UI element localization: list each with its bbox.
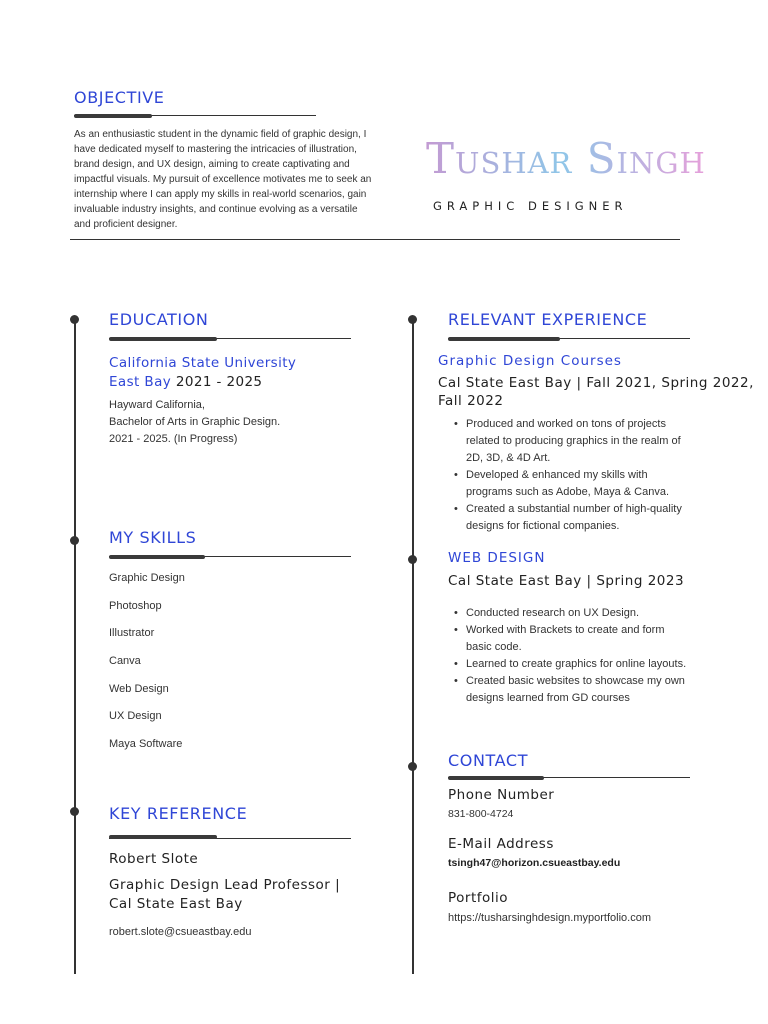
reference-title — [109, 876, 340, 914]
education-details — [109, 397, 280, 448]
skill-item: UX Design — [109, 710, 162, 723]
web-bullets — [448, 605, 690, 707]
web-design-subtitle: Cal State East Bay | Spring 2023 — [448, 573, 685, 589]
education-years: 2021 - 2025 — [175, 374, 263, 390]
header-divider — [70, 239, 680, 240]
reference-heading: KEY REFERENCE — [109, 804, 248, 823]
phone-label: Phone Number — [448, 787, 555, 803]
gd-subtitle-line1: Cal State East Bay | Fall 2021, Spring 2022, — [438, 375, 754, 391]
timeline-dot-contact — [408, 762, 417, 771]
reference-underline-accent — [109, 835, 217, 839]
contact-heading: CONTACT — [448, 751, 529, 770]
timeline-dot-education — [70, 315, 79, 324]
skills-underline-accent — [109, 555, 205, 559]
role-title: GRAPHIC DESIGNER — [433, 199, 628, 213]
school-line1: California State University — [109, 355, 297, 371]
gd-courses-title: Graphic Design Courses — [438, 353, 622, 369]
email-value[interactable]: tsingh47@horizon.csueastbay.edu — [448, 857, 621, 869]
list-item: • Created basic websites to showcase my own designs learned from GD courses — [466, 673, 690, 707]
web-design-title: WEB DESIGN — [448, 550, 546, 566]
education-underline-accent — [109, 337, 217, 341]
list-item: • Developed & enhanced my skills with programs such as Adobe, Maya & Canva. — [466, 467, 690, 501]
portfolio-link[interactable]: https://tusharsinghdesign.myportfolio.com — [448, 912, 651, 924]
education-detail-1: Hayward California, — [109, 399, 205, 411]
skills-list — [109, 565, 185, 759]
education-school — [109, 354, 296, 392]
phone-value: 831-800-4724 — [448, 808, 514, 820]
reference-name: Robert Slote — [109, 851, 199, 867]
reference-email[interactable]: robert.slote@csueastbay.edu — [109, 926, 252, 938]
list-item: • Learned to create graphics for online layouts. — [466, 656, 690, 673]
list-item: • Worked with Brackets to create and form basic code. — [466, 622, 690, 656]
name-title: Tushar Singh — [426, 134, 726, 183]
experience-heading: RELEVANT EXPERIENCE — [448, 310, 648, 329]
objective-text: As an enthusiastic student in the dynamic field of graphic design, I have dedicated myself to mastering the intricacies of illustration, brand design, and UX design, aiming to create captivating and impactful visuals. My pursuit of excellence motivates me to seek an internship where I can apply my skills in real-world scenarios, gain invaluable industry insights, and continue evolving as a versatile and proficient designer. — [74, 129, 372, 230]
experience-underline-accent — [448, 337, 560, 341]
education-detail-2: Bachelor of Arts in Graphic Design. — [109, 416, 281, 428]
gd-subtitle-line2: Fall 2022 — [438, 393, 504, 409]
objective-underline-accent — [74, 114, 152, 118]
skill-item: Graphic Design — [109, 572, 185, 584]
timeline-dot-skills — [70, 536, 79, 545]
school-line2: East Bay — [109, 374, 172, 390]
skill-item: Photoshop — [109, 599, 162, 612]
contact-underline-accent — [448, 776, 544, 780]
education-heading: EDUCATION — [109, 310, 209, 329]
reference-title-line2: Cal State East Bay — [109, 896, 243, 912]
list-item: • Produced and worked on tons of projects related to producing graphics in the realm of 2D, 3D, & 4D Art. — [466, 416, 690, 467]
timeline-dot-reference — [70, 807, 79, 816]
list-item: • Created a substantial number of high-quality designs for fictional companies. — [466, 501, 690, 535]
reference-title-line1: Graphic Design Lead Professor | — [109, 877, 341, 893]
skill-item: Canva — [109, 655, 141, 668]
gd-bullets — [448, 416, 690, 535]
right-timeline — [412, 320, 414, 974]
skills-heading: MY SKILLS — [109, 528, 197, 547]
gd-courses-subtitle — [438, 374, 754, 410]
objective-heading: OBJECTIVE — [74, 88, 165, 107]
list-item: • Conducted research on UX Design. — [466, 605, 690, 622]
email-label: E-Mail Address — [448, 836, 554, 852]
skill-item: Illustrator — [109, 627, 155, 640]
left-timeline — [74, 320, 76, 974]
timeline-dot-experience — [408, 315, 417, 324]
skill-item: Maya Software — [109, 738, 183, 751]
education-detail-3: 2021 - 2025. (In Progress) — [109, 433, 238, 445]
timeline-dot-web — [408, 555, 417, 564]
portfolio-label: Portfolio — [448, 890, 509, 906]
skill-item: Web Design — [109, 682, 169, 695]
